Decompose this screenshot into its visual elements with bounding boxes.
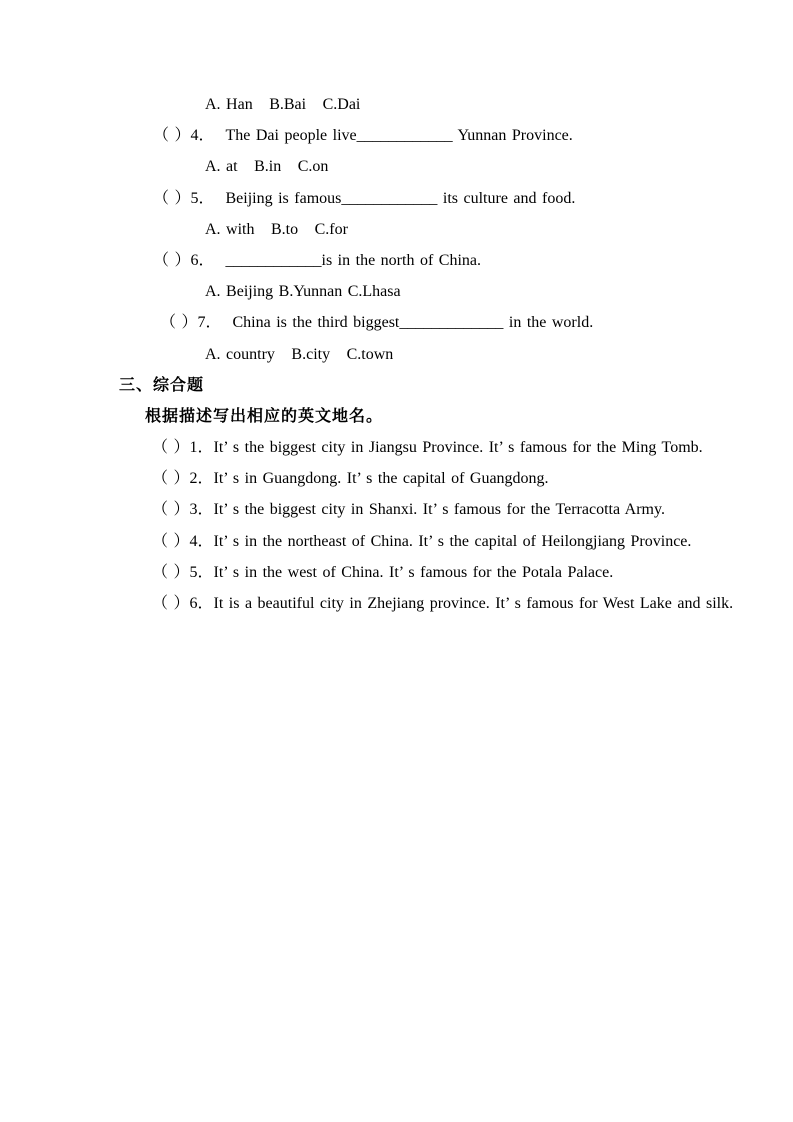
question-4-options: A. at B.in C.on [205, 158, 329, 176]
match-item-5: （ ）5．It’ s in the west of China. It’ s famous for the Potala Palace. [152, 563, 614, 581]
question-7-line: （ ）7． China is the third biggest_____________ in the world. [160, 314, 594, 332]
question-5-options: A. with B.to C.for [205, 220, 348, 238]
match-item-6: （ ）6．It is a beautiful city in Zhejiang province. It’ s famous for West Lake and silk. [152, 595, 734, 612]
question-4-line: （ ）4． The Dai people live____________ Yunnan Province. [153, 127, 573, 145]
match-item-1: （ ）1．It’ s the biggest city in Jiangsu Province. It’ s famous for the Ming Tomb. [152, 439, 703, 457]
match-item-2: （ ）2．It’ s in Guangdong. It’ s the capital of Guangdong. [152, 470, 549, 488]
section-three-heading: 三、综合题 [119, 376, 205, 394]
section-three-instruction: 根据描述写出相应的英文地名。 [145, 407, 384, 425]
question-3-options: A. Han B.Bai C.Dai [205, 96, 361, 113]
match-item-3: （ ）3．It’ s the biggest city in Shanxi. It’ s famous for the Terracotta Army. [152, 501, 665, 519]
match-item-4: （ ）4．It’ s in the northeast of China. It’ s the capital of Heilongjiang Province. [152, 532, 692, 550]
question-5-line: （ ）5． Beijing is famous____________ its culture and food. [153, 189, 576, 207]
question-6-line: （ ）6． ____________is in the north of China. [153, 251, 481, 269]
question-6-options: A. Beijing B.Yunnan C.Lhasa [205, 283, 401, 301]
question-7-options: A. country B.city C.town [205, 345, 394, 363]
